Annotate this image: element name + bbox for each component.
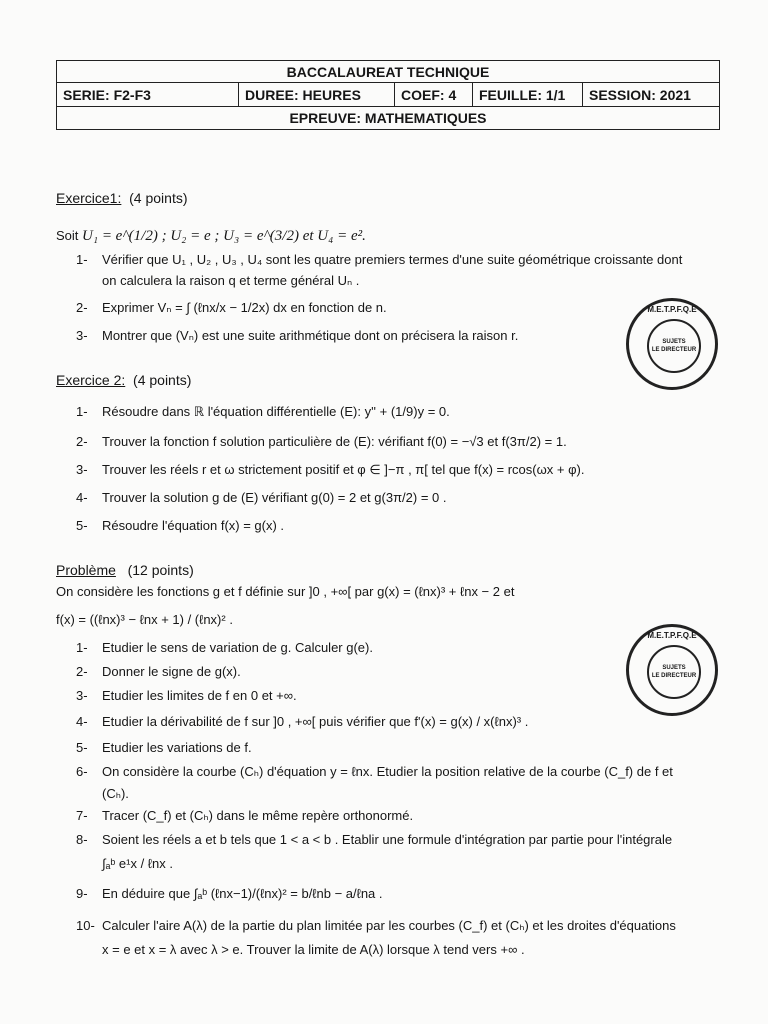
ex2-q2-text: Trouver la fonction f solution particulière de (E): vérifiant f(0) = −√3 et f(3π/2) = 1. — [102, 434, 567, 449]
stamp-line2: LE DIRECTEUR — [651, 347, 697, 353]
ex1-heading — [56, 190, 188, 206]
pb-q10 — [76, 918, 676, 934]
pb-q10-num: 10- — [76, 918, 95, 933]
stamp-center — [647, 319, 701, 373]
pb-q3 — [76, 688, 297, 703]
pb-q8 — [76, 832, 672, 847]
header-epreuve: EPREUVE: MATHEMATIQUES — [289, 110, 487, 126]
pb-q8-text: Soient les réels a et b tels que 1 < a < b . Etablir une formule d'intégration par partie pour l'intégrale — [102, 832, 673, 847]
header-session: SESSION: 2021 — [589, 86, 691, 103]
ex1-q1-text: Vérifier que U₁ , U₂ , U₃ , U₄ sont les quatre premiers termes d'une suite géométrique croissante dont — [102, 252, 683, 267]
ex2-title: Exercice 2: — [56, 372, 126, 388]
stamp2-line2: LE DIRECTEUR — [651, 673, 697, 679]
pb-q5 — [76, 740, 252, 755]
pb-q6-cont: (Cₕ). — [102, 786, 129, 801]
pb-points: (12 points) — [127, 562, 194, 578]
pb-q2-text: Donner le signe de g(x). — [102, 664, 241, 679]
pb-q10-text: Calculer l'aire A(λ) de la partie du plan limitée par les courbes (C_f) et (Cₕ) et les droites d'équations — [102, 918, 676, 933]
pb-q5-num: 5- — [76, 740, 88, 755]
pb-q7 — [76, 808, 413, 824]
ex1-intro-label: Soit — [56, 228, 83, 243]
ex2-q4-text: Trouver la solution g de (E) vérifiant g(0) = 2 et g(3π/2) = 0 . — [102, 490, 447, 505]
ex2-q3-text: Trouver les réels r et ω strictement positif et φ ∈ ]−π , π[ tel que f(x) = rcos(ωx + φ). — [102, 462, 585, 477]
pb-q9-num: 9- — [76, 886, 88, 901]
ex2-heading — [56, 372, 191, 388]
ex2-q5-num: 5- — [76, 518, 88, 533]
ex2-q4 — [76, 490, 446, 505]
pb-q7-num: 7- — [76, 808, 88, 823]
pb-q7-text: Tracer (C_f) et (Cₕ) dans le même repère orthonormé. — [102, 808, 414, 823]
ex2-q2 — [76, 434, 567, 449]
ex1-q3-num: 3- — [76, 328, 88, 343]
ex1-points: (4 points) — [129, 190, 188, 206]
ex1-q1-cont: on calculera la raison q et terme général Uₙ . — [102, 273, 360, 288]
pb-intro-1: On considère les fonctions g et f définie sur ]0 , +∞[ par g(x) = (ℓnx)³ + ℓnx − 2 et — [56, 584, 515, 599]
header-duree: DUREE: HEURES — [239, 83, 395, 106]
ex2-q2-num: 2- — [76, 434, 88, 449]
ex2-q5 — [76, 518, 284, 533]
pb-q8-num: 8- — [76, 832, 88, 847]
ex1-intro — [56, 228, 366, 245]
pb-q3-text: Etudier les limites de f en 0 et +∞. — [102, 688, 297, 703]
header-feuille: FEUILLE: 1/1 — [473, 83, 583, 106]
pb-q5-text: Etudier les variations de f. — [102, 740, 252, 755]
pb-q6 — [76, 764, 673, 780]
pb-q1-text: Etudier le sens de variation de g. Calculer g(e). — [102, 640, 373, 655]
pb-heading — [56, 562, 194, 578]
pb-q2 — [76, 664, 241, 679]
pb-q8-cont: ∫ₐᵇ e¹x / ℓnx . — [102, 856, 173, 871]
header-table — [56, 60, 720, 130]
official-stamp-2 — [626, 624, 718, 716]
ex2-q5-text: Résoudre l'équation f(x) = g(x) . — [102, 518, 285, 533]
ex1-q3-text: Montrer que (Vₙ) est une suite arithmétique dont on précisera la raison r. — [102, 328, 519, 343]
header-serie: SERIE: F2-F3 — [57, 83, 239, 106]
ex1-q2 — [76, 300, 387, 316]
pb-q6-text: On considère la courbe (Cₕ) d'équation y = ℓnx. Etudier la position relative de la courbe (C_f) de f et — [102, 764, 673, 779]
stamp-ring-text: M.E.T.P.F.Q.E — [647, 305, 697, 314]
header-epreuve-row — [57, 107, 719, 129]
ex2-q1-num: 1- — [76, 404, 88, 419]
ex1-title: Exercice1: — [56, 190, 122, 206]
pb-q4 — [76, 714, 528, 729]
ex2-q3-num: 3- — [76, 462, 88, 477]
header-coef: COEF: 4 — [395, 83, 473, 106]
ex2-points: (4 points) — [133, 372, 192, 388]
ex2-q1-text: Résoudre dans ℝ l'équation différentielle (E): y'' + (1/9)y = 0. — [102, 404, 450, 419]
pb-q3-num: 3- — [76, 688, 88, 703]
header-info-row — [57, 83, 719, 107]
pb-q1-num: 1- — [76, 640, 88, 655]
ex1-intro-math: U₁ = e^(1/2) ; U₂ = e ; U₃ = e^(3/2) et U₄ = e². — [82, 228, 366, 244]
ex1-q1 — [76, 252, 682, 267]
pb-q10-cont: x = e et x = λ avec λ > e. Trouver la limite de A(λ) lorsque λ tend vers +∞ . — [102, 942, 525, 957]
ex1-q2-text: Exprimer Vₙ = ∫ (ℓnx/x − 1/2x) dx en fonction de n. — [102, 300, 387, 315]
stamp2-line1: SUJETS — [662, 665, 686, 671]
stamp2-ring-text: M.E.T.P.F.Q.E — [647, 631, 697, 640]
pb-q9-text: En déduire que ∫ₐᵇ (ℓnx−1)/(ℓnx)² = b/ℓnb − a/ℓna . — [102, 886, 383, 901]
stamp-line1: SUJETS — [662, 339, 686, 345]
ex1-q3 — [76, 328, 518, 344]
header-title: BACCALAUREAT TECHNIQUE — [286, 63, 490, 80]
pb-q9 — [76, 886, 383, 901]
pb-q4-num: 4- — [76, 714, 88, 729]
ex1-q2-num: 2- — [76, 300, 88, 315]
pb-title: Problème — [56, 562, 116, 578]
pb-intro-2: f(x) = ((ℓnx)³ − ℓnx + 1) / (ℓnx)² . — [56, 612, 233, 627]
ex1-q1-num: 1- — [76, 252, 88, 267]
pb-q2-num: 2- — [76, 664, 88, 679]
pb-q6-num: 6- — [76, 764, 88, 779]
ex2-q1 — [76, 404, 450, 420]
pb-q4-text: Etudier la dérivabilité de f sur ]0 , +∞[ puis vérifier que f'(x) = g(x) / x(ℓnx)³ . — [102, 714, 529, 729]
official-stamp — [626, 298, 718, 390]
ex2-q3 — [76, 462, 584, 478]
stamp2-center — [647, 645, 701, 699]
pb-q1 — [76, 640, 373, 655]
ex2-q4-num: 4- — [76, 490, 88, 505]
header-title-row — [57, 61, 719, 83]
